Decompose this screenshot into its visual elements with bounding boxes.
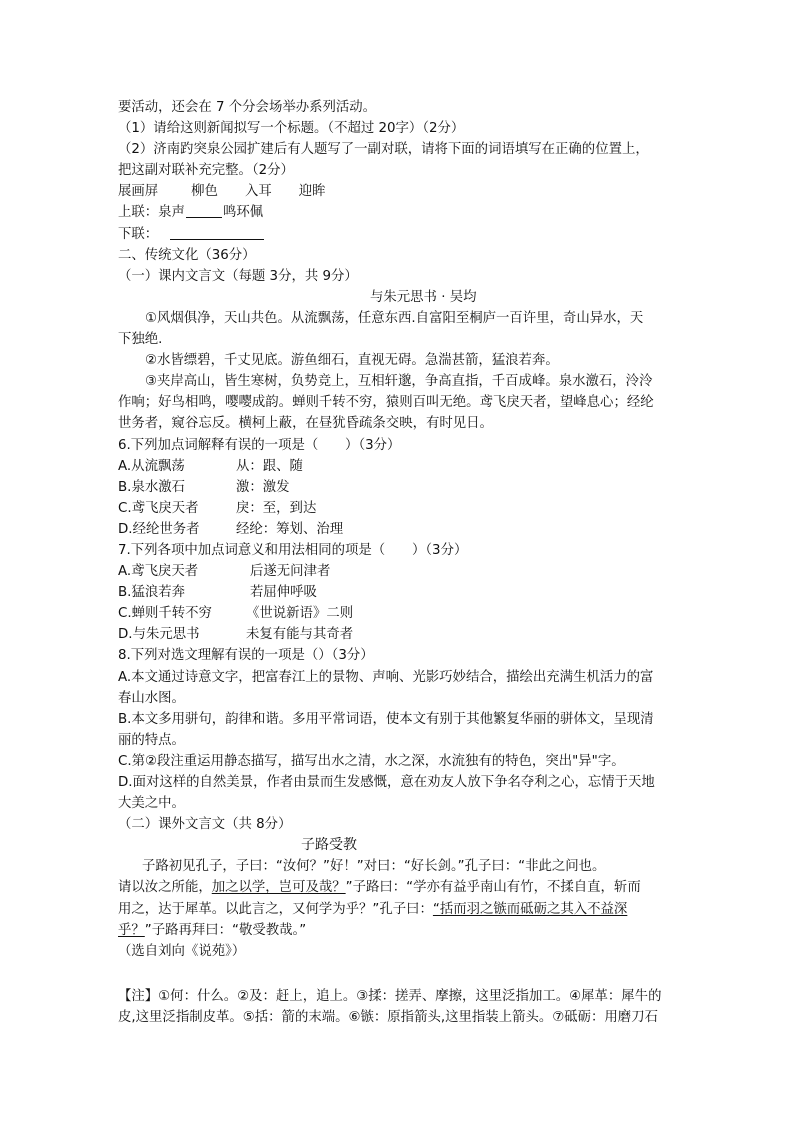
- passage-line: 子路初见孔子，子曰：“汝何？”好！”对曰：“好长剑。”孔子曰：“非此之问也。: [142, 859, 606, 875]
- word: 迎眸: [298, 184, 326, 200]
- question-6: 6.下列加点词解释有误的一项是（ ）（3分）: [118, 437, 401, 453]
- passage-line: 用之，达于犀革。以此言之，又何学为乎？”孔子曰：“括而羽之镞而砥砺之其入不益深: [118, 901, 628, 917]
- underlined-text: “括而羽之镞而砥砺之其入不益深: [432, 901, 628, 917]
- word: 柳色: [191, 184, 218, 200]
- passage-line: 下独绝.: [118, 332, 163, 348]
- couplet-upper: 上联：泉声 鸣环佩: [118, 205, 264, 221]
- underlined-text: 加之以学，岂可及哉？: [211, 880, 346, 896]
- option: A.从流飘荡 从：跟、随: [118, 458, 303, 474]
- fill-blank: [186, 203, 222, 218]
- option: B.猛浪若奔 若屈伸呼吸: [118, 585, 317, 601]
- option: C.第②段注重运用静态描写，描写出水之清，水之深，水流独有的特色，突出"异"字。: [118, 753, 625, 769]
- option: 大美之中。: [118, 796, 185, 812]
- question-2: （2）济南趵突泉公园扩建后有人题写了一副对联，请将下面的词语填写在正确的位置上，: [118, 142, 649, 158]
- option: D.经纶世务者 经纶：筹划、治理: [118, 521, 344, 537]
- footnote-line: 皮,这里泛指制皮革。⑤括：箭的末端。⑥镞：原指箭头,这里指装上箭头。⑦砥砺：用磨刀石: [118, 1009, 658, 1025]
- word-bank: [118, 181, 686, 202]
- question-7: 7.下列各项中加点词意义和用法相同的项是（ ）（3分）: [118, 542, 468, 558]
- question-8: 8.下列对选文理解有误的一项是（）（3分）: [118, 648, 374, 664]
- word: 入耳: [244, 184, 272, 200]
- option: D.与朱元思书 未复有能与其奇者: [118, 627, 354, 643]
- passage-line: 乎？”子路再拜曰：“敬受教哉。”: [118, 922, 307, 938]
- passage-title: 子路受教: [301, 837, 357, 854]
- option: A.鸢飞戾天者 后遂无问津者: [118, 564, 331, 580]
- fill-blank: [170, 225, 264, 240]
- passage-line: 请以汝之所能，加之以学，岂可及哉？”子路曰：“学亦有益乎南山有竹，不揉自直，斩而: [118, 880, 641, 896]
- option: B.本文多用骈句，韵律和谐。多用平常词语，使本文有别于其他繁复华丽的骈体文，呈现清: [118, 711, 654, 727]
- option: C.蝉则千转不穷 《世说新语》二则: [118, 606, 354, 622]
- text-line: 要活动，还会在 7 个分会场举办系列活动。: [118, 100, 377, 115]
- source-note: （选自刘向《说苑》）: [118, 943, 246, 959]
- section-heading: 二、传统文化（36分）: [118, 247, 256, 263]
- passage-line: 作响；好鸟相鸣，嘤嘤成韵。蝉则千转不穷，猿则百叫无绝。鸢飞戾天者，望峰息心；经纶: [118, 395, 654, 411]
- option: A.本文通过诗意文字，把富春江上的景物、声响、光影巧妙结合，描绘出充满生机活力的富: [118, 669, 654, 685]
- passage-line: ③夹岸高山，皆生寒树，负势竞上，互相轩邈，争高直指，千百成峰。泉水激石，泠泠: [145, 374, 653, 390]
- passage-line: ②水皆缥碧，千丈见底。游鱼细石，直视无碍。急湍甚箭，猛浪若奔。: [145, 353, 559, 369]
- option: 丽的特点。: [118, 732, 185, 748]
- option: B.泉水激石 激：激发: [118, 479, 290, 495]
- option: 春山水图。: [118, 690, 185, 706]
- option: C.鸢飞戾天者 戾：至，到达: [118, 500, 317, 516]
- document-page: [118, 97, 686, 1028]
- option: D.面对这样的自然美景，作者由景而生发感慨，意在劝友人放下争名夺利之心，忘情于天地: [118, 775, 655, 790]
- passage-line: 世务者，窥谷忘反。横柯上蔽，在昼犹昏疏条交映，有时见日。: [118, 416, 493, 432]
- couplet-lower: 下联：: [118, 224, 686, 245]
- text-line: 把这副对联补充完整。（2分）: [118, 163, 294, 179]
- subsection-heading: （一）课内文言文（每题 3分，共 9分）: [118, 268, 358, 284]
- underlined-text: 乎？: [118, 922, 145, 938]
- question-1: （1）请给这则新闻拟写一个标题。（不超过 20字）（2分）: [118, 121, 465, 137]
- footnote-line: 【注】①何：什么。②及：赶上，追上。③揉：搓弄、摩擦，这里泛指加工。④犀革：犀牛的: [118, 988, 662, 1004]
- word: 展画屏: [118, 184, 159, 200]
- passage-line: ①风烟俱净，天山共色。从流飘荡，任意东西.自富阳至桐庐一百许里，奇山异水，天: [145, 310, 644, 326]
- subsection-heading: （二）课外文言文（共 8分）: [118, 817, 292, 833]
- passage-title: 与朱元思书 · 吴均: [370, 289, 477, 305]
